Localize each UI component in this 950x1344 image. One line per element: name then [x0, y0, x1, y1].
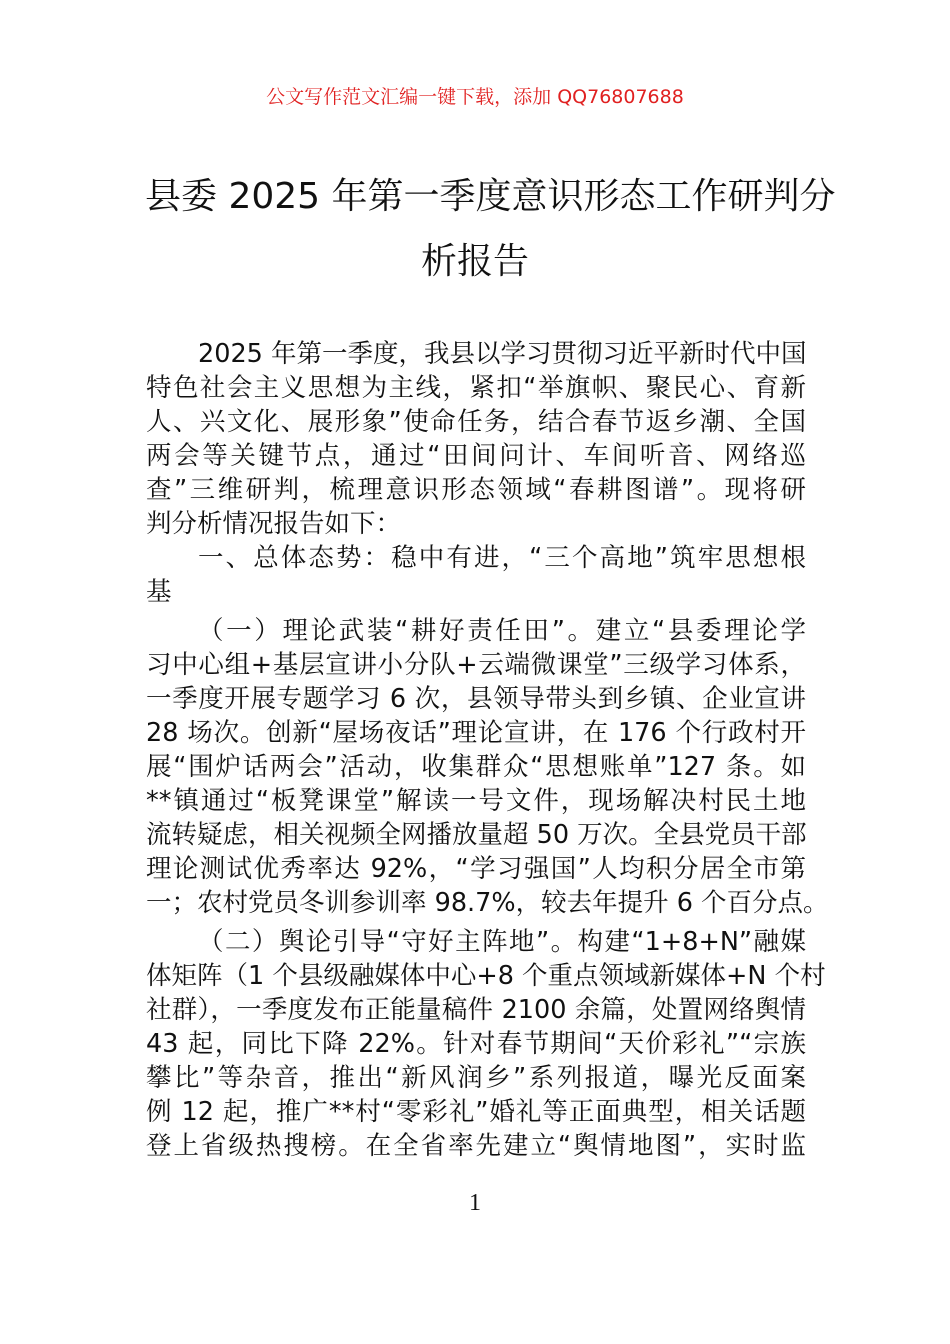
paragraph-line: 例 12 起，推广**村“零彩礼”婚礼等正面典型，相关话题: [146, 1097, 806, 1127]
paragraph-line: （二）舆论引导“守好主阵地”。构建“1+8+N”融媒: [198, 927, 806, 957]
paragraph-line: 习中心组+基层宣讲小分队+云端微课堂”三级学习体系，: [146, 650, 806, 680]
document-title-line-1: 县委 2025 年第一季度意识形态工作研判分: [145, 176, 836, 217]
paragraph-line: 人、兴文化、展形象”使命任务，结合春节返乡潮、全国: [146, 407, 806, 437]
paragraph-line: 展“围炉话两会”活动，收集群众“思想账单”127 条。如: [146, 752, 806, 782]
paragraph-line: 28 场次。创新“屋场夜话”理论宣讲，在 176 个行政村开: [146, 718, 806, 748]
paragraph-line: 两会等关键节点，通过“田间问计、车间听音、网络巡: [146, 441, 806, 471]
page-number: 1: [469, 1190, 481, 1216]
paragraph-line: 2025 年第一季度，我县以学习贯彻习近平新时代中国: [198, 339, 807, 369]
paragraph-line: 一季度开展专题学习 6 次，县领导带头到乡镇、企业宣讲: [146, 684, 806, 714]
paragraph-line: 判分析情况报告如下：: [146, 509, 402, 539]
paragraph-line: 一；农村党员冬训参训率 98.7%，较去年提升 6 个百分点。: [146, 888, 829, 918]
paragraph-line: 攀比”等杂音，推出“新风润乡”系列报道，曝光反面案: [146, 1063, 806, 1093]
paragraph-line: 社群），一季度发布正能量稿件 2100 余篇，处置网络舆情: [146, 995, 806, 1025]
paragraph-line: （一）理论武装“耕好责任田”。建立“县委理论学: [198, 616, 806, 646]
document-title-line-2: 析报告: [420, 241, 529, 282]
paragraph-line: 流转疑虑，相关视频全网播放量超 50 万次。全县党员干部: [146, 820, 807, 850]
section-heading-line: 基: [146, 577, 172, 607]
paragraph-line: 43 起，同比下降 22%。针对春节期间“天价彩礼”“宗族: [146, 1029, 806, 1059]
promo-banner: 公文写作范文汇编一键下载，添加 QQ76807688: [266, 86, 684, 108]
paragraph-line: 查”三维研判，梳理意识形态领域“春耕图谱”。现将研: [146, 475, 806, 505]
paragraph-line: 理论测试优秀率达 92%，“学习强国”人均积分居全市第: [146, 854, 806, 884]
section-heading-line: 一、总体态势：稳中有进，“三个高地”筑牢思想根: [198, 543, 806, 573]
paragraph-line: 登上省级热搜榜。在全省率先建立“舆情地图”，实时监: [146, 1131, 806, 1161]
paragraph-line: **镇通过“板凳课堂”解读一号文件，现场解决村民土地: [146, 786, 806, 816]
paragraph-line: 特色社会主义思想为主线，紧扣“举旗帜、聚民心、育新: [146, 373, 806, 403]
paragraph-line: 体矩阵（1 个县级融媒体中心+8 个重点领域新媒体+N 个村: [146, 961, 826, 991]
